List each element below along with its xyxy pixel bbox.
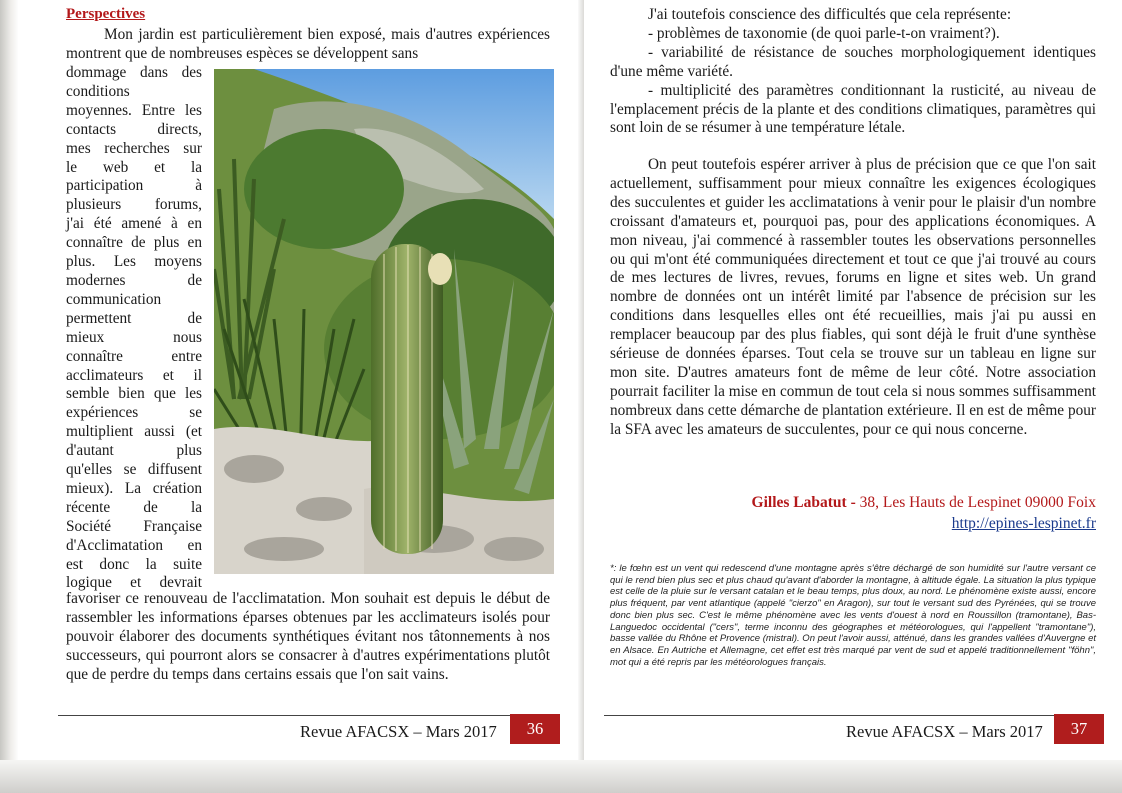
side-column-line: est donc la suite: [66, 555, 202, 573]
side-column-text: [66, 64, 202, 593]
section-heading: Perspectives: [66, 6, 146, 22]
author-address: 38, Les Hauts de Lespinet 09000 Foix: [859, 494, 1096, 511]
intro-text: [66, 26, 550, 64]
main-paragraph-block: [610, 156, 1096, 440]
website-link[interactable]: http://epines-lespinet.fr: [951, 515, 1096, 532]
side-column-line: le web et la: [66, 158, 202, 176]
left-page: [18, 0, 578, 770]
side-column-line: logique et devrait: [66, 574, 202, 592]
side-column-line: modernes de: [66, 271, 202, 289]
closing-text: [66, 590, 550, 685]
page-bottom-shadow: [0, 760, 1122, 793]
side-column-line: d'Acclimatation en: [66, 536, 202, 554]
side-column-line: multiplient aussi (et: [66, 423, 202, 441]
footer-rule: [604, 715, 1104, 716]
main-paragraph: On peut toutefois espérer arriver à plus de précision que ce que l'on sait actuellement, suffisamment pour mieux connaître les exigences écologiques des succulentes et guider les acclimatations à venir pour le plaisir d'un nombre croissant d'amateurs et, pourquoi pas, pour des applications économiques. A mon niveau, j'ai commencé à rassembler toutes les observations personnelles ou qui m'ont été communiquées directement et tout ce que j'ai trouvé au cours de mes lectures de livres, revues, forums en ligne et sites web. Un grand nombre de données ont un intérêt limité par l'absence de précision sur les conditions dans lesquelles elles ont été recueillies, mais j'ai pu aussi en remplacer beaucoup par des plus fiables, qui sont déjà le fruit d'une synthèse sérieuse de données éparses. Tout cela se trouve sur un tableau en ligne sur mon site. D'autres amateurs font de même de leur côté. Notre association pourrait faciliter la mise en commun de tout cela si nous sommes suffisamment nombreux dans cette démarche de plantation extérieure. Il en est de même pour la SFA avec les amateurs de succulentes, pour ce qui nous concerne.: [610, 156, 1096, 438]
side-column-line: participation à: [66, 177, 202, 195]
difficulty-item: - variabilité de résistance de souches morphologiquement identiques d'une même variété.: [610, 43, 1096, 80]
page-number-37: 37: [1054, 714, 1104, 744]
side-column-line: contacts directs,: [66, 120, 202, 138]
side-column-line: semble bien que les: [66, 385, 202, 403]
difficulties-section: [610, 6, 1096, 138]
side-column-line: connaître entre: [66, 347, 202, 365]
side-column-line: qu'elles se diffusent: [66, 461, 202, 479]
side-column-line: j'ai été amené à en: [66, 215, 202, 233]
side-column-line: mieux). La création: [66, 479, 202, 497]
side-column-line: acclimateurs et il: [66, 366, 202, 384]
page-number-36: 36: [510, 714, 560, 744]
side-column-line: Société Française: [66, 517, 202, 535]
author-separator: -: [850, 494, 856, 511]
difficulties-intro: J'ai toutefois conscience des difficultés que cela représente:: [648, 6, 1012, 23]
book-edge: [0, 0, 18, 793]
side-column-line: connaître de plus en: [66, 234, 202, 252]
side-column-line: communication: [66, 290, 162, 308]
footer-title: Revue AFACSX – Mars 2017: [846, 722, 1043, 741]
side-column-line: dommage dans des: [66, 64, 202, 81]
intro-paragraph: Mon jardin est particulièrement bien exposé, mais d'autres expériences montrent que de nombreuses espèces se développent sans: [66, 26, 550, 62]
side-column-line: mieux nous: [66, 328, 202, 346]
difficulty-list: [610, 25, 1096, 138]
closing-paragraph: favoriser ce renouveau de l'acclimatation. Mon souhait est depuis le début de rassembler les informations éparses obtenues par les acclimateurs isolés pour pouvoir élaborer des documents synthétiques évitant nos tâtonnements à nos successeurs, qui pourront alors se consacrer à d'autres expérimentations plutôt que de perdre du temps dans certains essais que l'on sait vains.: [66, 590, 550, 683]
side-column-line: plusieurs forums,: [66, 196, 202, 214]
footer-title: Revue AFACSX – Mars 2017: [300, 722, 497, 741]
side-column-line: mes recherches sur: [66, 139, 202, 157]
difficulty-item: - multiplicité des paramètres conditionnant la rusticité, au niveau de l'emplacement précis de la plante et des conditions climatiques, paramètres qui sont loin de se résumer à une température létale.: [610, 81, 1096, 137]
side-column-line: récente de la: [66, 498, 202, 516]
footer-rule: [58, 715, 554, 716]
author-name: Gilles Labatut: [751, 494, 847, 511]
side-column-line: plus. Les moyens: [66, 253, 202, 271]
side-column-line: permettent de: [66, 309, 202, 327]
footnote: *: le fœhn est un vent qui redescend d'une montagne après s'être déchargé de son humidité sur l'autre versant ce qui le rend bien plus sec et plus chaud qu'avant d'aborder la montagne, à altitude égale. La situation la plus typique est celle de la pluie sur le versant catalan et le beau temps, plus doux, au nord. Le phénomène existe aussi, encore plus fréquent, par vent atlantique (appelé "cierzo" en Aragon), sur tout le versant sud des Pyrénées, qui se trouve donc bien plus sec. C'est le même phénomène avec les vents d'ouest à nord en Roussillon (tramontane), Bas-Languedoc occidental ("cers", terme inconnu des géographes et météorologues, qui l'appellent "tramontane"), basse vallée du Rhône et Provence (mistral). On peut l'avoir aussi, atténué, dans les grandes vallées d'Auvergne et en Alsace. En Autriche et Allemagne, cet effet est très marqué par vent de sud et appelé traditionnellement "föhn", mot qui a été repris par les météorologues français.: [610, 563, 1096, 668]
side-column-line: expériences se: [66, 404, 202, 422]
side-column-line: d'autant plus: [66, 442, 202, 460]
difficulty-item: - problèmes de taxonomie (de quoi parle-t-on vraiment?).: [648, 24, 1000, 42]
side-column-line: conditions: [66, 82, 130, 100]
right-page: [584, 0, 1122, 770]
cactus-garden-photo: [214, 69, 554, 574]
side-column-line: moyennes. Entre les: [66, 101, 202, 119]
signature: [752, 494, 1096, 533]
